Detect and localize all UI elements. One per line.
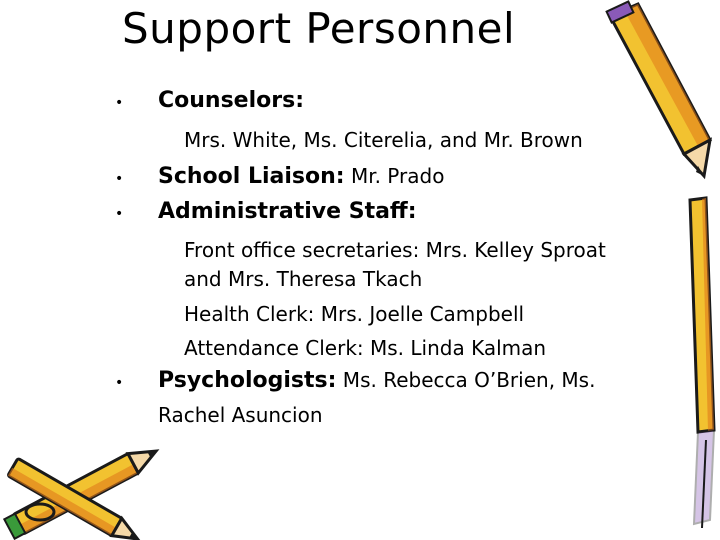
item-detail: Rachel Asuncion [158, 403, 323, 427]
pencil-icon [598, 0, 720, 540]
item-heading-counselors: Counselors: [158, 88, 304, 113]
slide-title: Support Personnel [122, 4, 516, 53]
pencils-icon [0, 430, 170, 540]
item-detail: Health Clerk: Mrs. Joelle Campbell [184, 302, 525, 326]
bullet-icon: • [115, 206, 124, 222]
item-detail: Mrs. White, Ms. Citerelia, and Mr. Brown [184, 128, 583, 152]
bullet-icon: • [115, 95, 124, 111]
item-heading-psychologists: Psychologists: Ms. Rebecca O’Brien, Ms. [158, 368, 596, 393]
bullet-icon: • [115, 171, 124, 187]
item-heading-school-liaison: School Liaison: Mr. Prado [158, 164, 445, 189]
item-detail: Attendance Clerk: Ms. Linda Kalman [184, 336, 547, 360]
item-detail: and Mrs. Theresa Tkach [184, 267, 423, 291]
bullet-icon: • [115, 375, 124, 391]
item-heading-administrative-staff: Administrative Staff: [158, 199, 417, 224]
item-detail: Front office secretaries: Mrs. Kelley Sproat [184, 238, 606, 262]
